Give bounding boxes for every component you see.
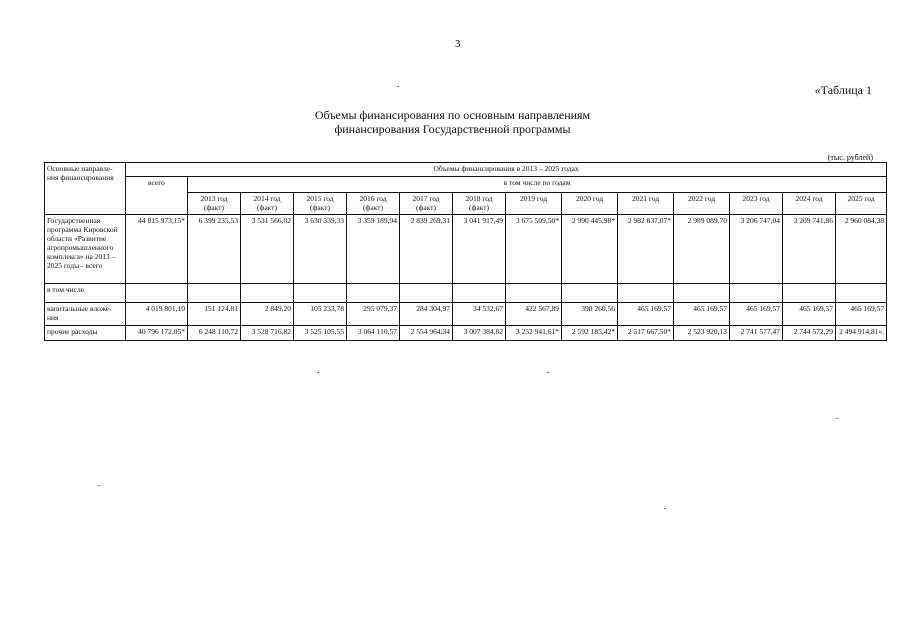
cell-value: 2 990 445,98* xyxy=(562,215,618,284)
cell-value xyxy=(241,284,294,303)
table-row-capital xyxy=(45,303,887,326)
cell-value: 465 169,57 xyxy=(783,303,836,326)
row-label: прочие расходы xyxy=(45,326,126,341)
scan-speck xyxy=(98,485,100,486)
year-header: 2019 год xyxy=(506,193,562,215)
cell-value: 3 064 110,57 xyxy=(347,326,400,341)
cell-value: 2 982 837,07* xyxy=(618,215,674,284)
cell-value: 422 567,89 xyxy=(506,303,562,326)
document-title xyxy=(0,108,905,136)
cell-value xyxy=(506,284,562,303)
table-reference: «Таблица 1 xyxy=(814,83,872,97)
row-label: капитальные вложе-ния xyxy=(45,303,126,326)
table-row-program-total xyxy=(45,215,887,284)
header-direction: Основные направле-ния финансирования xyxy=(45,163,126,215)
scan-speck xyxy=(836,418,838,419)
year-header: 2016 год (факт) xyxy=(347,193,400,215)
row-total: 40 796 172,05* xyxy=(126,326,188,341)
cell-value: 398 260,56 xyxy=(562,303,618,326)
cell-value: 3 630 339,33 xyxy=(294,215,347,284)
cell-value xyxy=(674,284,730,303)
cell-value: 2 517 667,50* xyxy=(618,326,674,341)
year-header: 2014 год (факт) xyxy=(241,193,294,215)
cell-value: 2 989 089,70 xyxy=(674,215,730,284)
cell-value xyxy=(562,284,618,303)
year-header: 2021 год xyxy=(618,193,674,215)
header-total: всего xyxy=(126,177,188,215)
cell-value: 3 206 747,04 xyxy=(730,215,783,284)
row-label: в том числе xyxy=(45,284,126,303)
cell-value: 3 359 189,94 xyxy=(347,215,400,284)
cell-value: 2 741 577,47 xyxy=(730,326,783,341)
cell-value: 3 531 566,02 xyxy=(241,215,294,284)
year-header: 2015 год (факт) xyxy=(294,193,347,215)
cell-value: 3 528 716,82 xyxy=(241,326,294,341)
cell-value: 2 554 964,34 xyxy=(400,326,453,341)
year-header: 2013 год (факт) xyxy=(188,193,241,215)
row-total: 44 815 973,15* xyxy=(126,215,188,284)
row-label: Государственная программа Кировской области «Развитие агропромышленного комплекса» на 2013 – 2025 годы - всего xyxy=(45,215,126,284)
scan-speck xyxy=(317,372,319,373)
year-header: 2022 год xyxy=(674,193,730,215)
title-line-2: финансирования Государственной программы xyxy=(334,122,571,136)
cell-value xyxy=(453,284,506,303)
cell-value xyxy=(836,284,887,303)
cell-value: 465 169,57 xyxy=(836,303,887,326)
table-row-other xyxy=(45,326,887,341)
table-row-including xyxy=(45,284,887,303)
cell-value xyxy=(294,284,347,303)
cell-value: 284 304,97 xyxy=(400,303,453,326)
page-number: 3 xyxy=(455,38,461,50)
cell-value: 2 523 920,13 xyxy=(674,326,730,341)
year-header: 2024 год xyxy=(783,193,836,215)
year-header: 2023 год xyxy=(730,193,783,215)
row-total: 4 019 801,10 xyxy=(126,303,188,326)
cell-value: 295 079,37 xyxy=(347,303,400,326)
header-by-years: в том числе по годам xyxy=(188,177,887,193)
cell-value: 2 494 914,81». xyxy=(836,326,887,341)
cell-value: 465 169,57 xyxy=(730,303,783,326)
cell-value: 2 960 084,38 xyxy=(836,215,887,284)
cell-value: 151 124,81 xyxy=(188,303,241,326)
cell-value: 2 744 572,29 xyxy=(783,326,836,341)
cell-value: 2 839 269,31 xyxy=(400,215,453,284)
scan-speck xyxy=(547,372,549,373)
cell-value: 3 525 105,55 xyxy=(294,326,347,341)
scan-speck xyxy=(397,86,399,87)
year-header: 2020 год xyxy=(562,193,618,215)
cell-value: 3 209 741,86 xyxy=(783,215,836,284)
cell-value: 6 248 110,72 xyxy=(188,326,241,341)
cell-value: 2 849,20 xyxy=(241,303,294,326)
year-header: 2018 год (факт) xyxy=(453,193,506,215)
cell-value: 3 675 509,50* xyxy=(506,215,562,284)
cell-value: 2 592 185,42* xyxy=(562,326,618,341)
cell-value xyxy=(618,284,674,303)
cell-value: 465 169,57 xyxy=(674,303,730,326)
row-total xyxy=(126,284,188,303)
financing-table xyxy=(44,162,887,341)
cell-value: 465 169,57 xyxy=(618,303,674,326)
cell-value: 105 233,78 xyxy=(294,303,347,326)
cell-value: 3 252 941,61* xyxy=(506,326,562,341)
cell-value: 6 399 235,53 xyxy=(188,215,241,284)
cell-value: 34 532,67 xyxy=(453,303,506,326)
unit-note: (тыс. рублей) xyxy=(827,153,873,162)
title-line-1: Объемы финансирования по основным направлениям xyxy=(314,108,591,122)
cell-value xyxy=(730,284,783,303)
scan-speck xyxy=(664,508,666,509)
year-header: 2025 год xyxy=(836,193,887,215)
cell-value: 3 007 384,82 xyxy=(453,326,506,341)
cell-value xyxy=(400,284,453,303)
header-volumes: Объемы финансирования в 2013 – 2025 годах xyxy=(126,163,887,177)
cell-value xyxy=(347,284,400,303)
cell-value xyxy=(783,284,836,303)
year-header: 2017 год (факт) xyxy=(400,193,453,215)
cell-value: 3 041 917,49 xyxy=(453,215,506,284)
cell-value xyxy=(188,284,241,303)
